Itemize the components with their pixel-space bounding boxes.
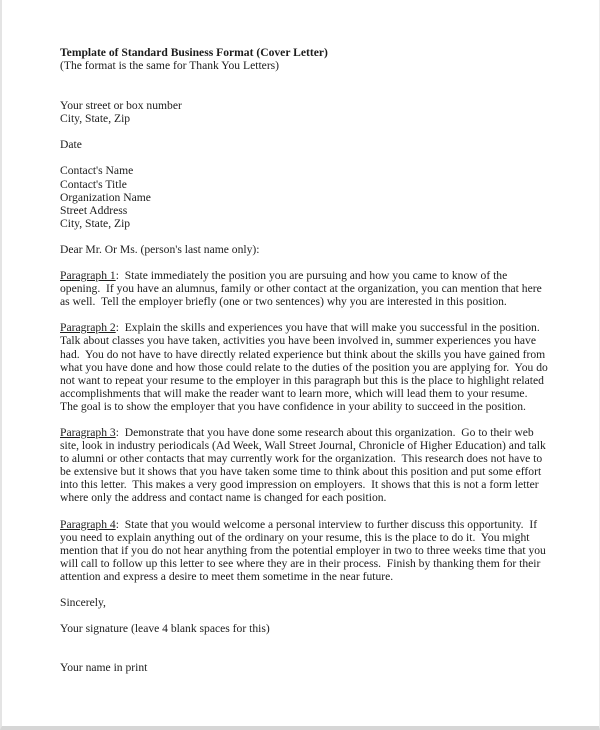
recipient-organization-line: Organization Name (60, 190, 151, 204)
date-line: Date (60, 138, 82, 152)
salutation-line: Dear Mr. Or Ms. (person's last name only): (60, 242, 260, 256)
document-title: Template of Standard Business Format (Cover Letter) (60, 46, 328, 59)
paragraph-1-text: : State immediately the position you are pursuing and how you came to know of the opening. If you have an alumnus, family or other contact at the organization, you can mention that here as well. Tell the employer briefly (one or two sentences) why you are interested in this position. (60, 269, 545, 309)
recipient-street-line: Street Address (60, 203, 128, 217)
paragraph-4-label: Paragraph 4 (60, 517, 116, 531)
recipient-city-line: City, State, Zip (60, 216, 131, 230)
sender-street-line: Your street or box number (60, 99, 182, 113)
paragraph-1-label: Paragraph 1 (60, 269, 116, 283)
paragraph-1 (60, 269, 548, 308)
paragraph-2-label: Paragraph 2 (60, 321, 116, 335)
printed-name-line: Your name in print (60, 661, 148, 675)
paragraph-2-text: : Explain the skills and experiences you have that will make you successful in the position. Talk about classes you have taken, activities you have been involved in, summer experiences you have had. You do not have to have directly related experience but think about the skills you have gained from what you have done and how those could relate to the duties of the position you are applying for. You do not want to repeat your resume to the employer in this paragraph but this is the place to highlight related accomplishments that will make the reader want to learn more, which will lead them to your resume. The goal is to show the employer that you have confidence in your ability to succeed in the position. (60, 321, 551, 413)
sender-city-line: City, State, Zip (60, 112, 131, 126)
paragraph-3-label: Paragraph 3 (60, 425, 116, 439)
document-subtitle: (The format is the same for Thank You Letters) (60, 59, 280, 73)
paragraph-4 (60, 518, 548, 583)
recipient-name-line: Contact's Name (60, 164, 134, 178)
recipient-title-line: Contact's Title (60, 177, 127, 191)
paragraph-3 (60, 426, 548, 505)
paragraph-2 (60, 321, 551, 413)
closing-line: Sincerely, (60, 596, 106, 609)
letter-template-content (60, 46, 551, 675)
paragraph-4-text: : State that you would welcome a personal interview to further discuss this opportunity. If you need to explain anything out of the ordinary on your resume, this is the place to do it. You might mention that if you do not hear anything from the potential employer in two to three weeks time that you will call to follow up this letter to see where they are in their process. Finish by thanking them for their attention and express a desire to meet them sometime in the near future. (60, 517, 549, 583)
paragraph-3-text: : Demonstrate that you have done some research about this organization. Go to their web site, look in industry periodicals (Ad Week, Wall Street Journal, Chronicle of Higher Education) and talk to alumni or other contacts that may currently work for the organization. This research does not have to be extensive but it shows that you have taken some time to think about this position and put some effort into this letter. This makes a very good impression on employers. It shows that this is not a form letter where only the address and contact name is changed for each position. (60, 425, 549, 505)
signature-instruction-line: Your signature (leave 4 blank spaces for this) (60, 622, 270, 636)
